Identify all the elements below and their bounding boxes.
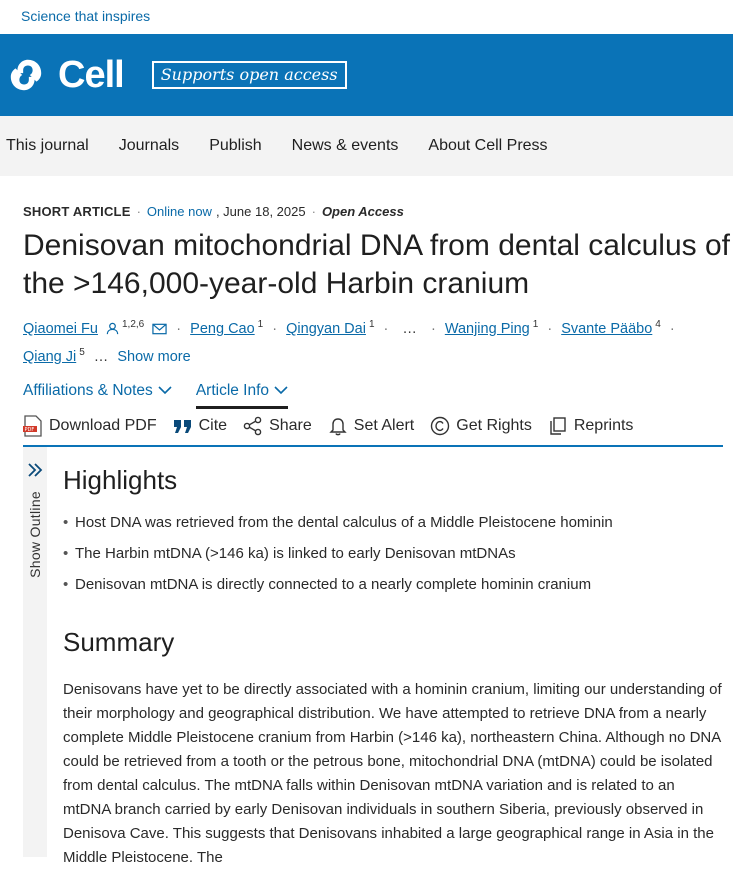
author-list bbox=[23, 313, 723, 369]
cite-button[interactable] bbox=[173, 417, 227, 435]
show-outline-label: Show Outline bbox=[27, 490, 43, 578]
article-header bbox=[0, 204, 733, 447]
show-more-authors-link[interactable]: Show more bbox=[117, 348, 191, 365]
nav-news-events[interactable]: News & events bbox=[291, 137, 399, 154]
author-separator: · bbox=[430, 320, 436, 337]
cell-logo[interactable] bbox=[7, 56, 124, 94]
set-alert-label: Set Alert bbox=[353, 416, 415, 434]
author-ellipsis: … bbox=[93, 348, 109, 365]
author-link[interactable]: Qingyan Dai bbox=[286, 320, 366, 337]
author-separator: · bbox=[383, 320, 389, 337]
show-outline-toggle[interactable] bbox=[23, 447, 47, 857]
reprints-button[interactable] bbox=[548, 416, 634, 436]
quote-icon bbox=[173, 418, 193, 434]
open-access-label: Open Access bbox=[321, 204, 404, 219]
author-link[interactable]: Svante Pääbo bbox=[561, 320, 653, 337]
article-toolbar bbox=[23, 415, 723, 447]
author-ellipsis: … bbox=[402, 320, 417, 337]
tab-article-info[interactable] bbox=[196, 377, 288, 405]
highlights-list bbox=[63, 514, 727, 593]
topbar bbox=[0, 0, 733, 34]
download-pdf-label: Download PDF bbox=[49, 416, 157, 434]
get-rights-button[interactable] bbox=[430, 416, 532, 436]
open-access-badge[interactable]: Supports open access bbox=[152, 61, 347, 90]
author-affiliation: 5 bbox=[79, 346, 85, 358]
nav-publish[interactable]: Publish bbox=[209, 137, 262, 154]
nav-journals[interactable]: Journals bbox=[118, 137, 180, 154]
cite-label: Cite bbox=[198, 416, 228, 434]
author-separator: · bbox=[669, 320, 675, 337]
tagline-link[interactable]: Science that inspires bbox=[21, 8, 151, 24]
chevron-down-icon bbox=[158, 386, 172, 395]
author-separator: · bbox=[547, 320, 553, 337]
highlight-item: • Denisovan mtDNA is directly connected to a nearly complete hominin cranium bbox=[63, 576, 727, 593]
highlights-heading: Highlights bbox=[63, 464, 178, 495]
author-affiliation: 4 bbox=[655, 319, 661, 330]
tab-label: Affiliations & Notes bbox=[23, 381, 153, 399]
author-link[interactable]: Wanjing Ping bbox=[444, 320, 530, 337]
pdf-icon bbox=[23, 415, 43, 437]
share-button[interactable] bbox=[243, 416, 312, 436]
author-affiliation: 1 bbox=[368, 319, 375, 330]
copyright-icon bbox=[430, 416, 450, 436]
article-meta bbox=[23, 204, 723, 219]
nav-this-journal[interactable]: This journal bbox=[6, 137, 89, 154]
online-now-link[interactable]: Online now bbox=[146, 204, 212, 219]
set-alert-button[interactable] bbox=[328, 416, 414, 436]
publication-date: , June 18, 2025 bbox=[215, 204, 306, 219]
highlight-item: • Host DNA was retrieved from the dental calculus of a Middle Pleistocene hominin bbox=[63, 514, 727, 531]
author-affiliation: 1 bbox=[257, 319, 264, 330]
main-nav bbox=[0, 116, 733, 176]
author-separator: · bbox=[176, 320, 182, 337]
article-title: Denisovan mitochondrial DNA from dental calculus of the >146,000-year-old Harbin cranium bbox=[23, 229, 731, 300]
author-affiliation: 1,2,6 bbox=[121, 319, 145, 330]
double-chevron-right-icon bbox=[27, 463, 43, 477]
article-content bbox=[47, 447, 727, 870]
author-separator: · bbox=[272, 320, 278, 337]
share-label: Share bbox=[269, 416, 312, 434]
nav-about-cell-press[interactable]: About Cell Press bbox=[428, 137, 548, 154]
svg-text:PDF: PDF bbox=[24, 426, 35, 433]
get-rights-label: Get Rights bbox=[456, 416, 532, 434]
article-body bbox=[0, 447, 733, 870]
summary-heading: Summary bbox=[63, 626, 175, 657]
author-link[interactable]: Qiang Ji bbox=[23, 348, 77, 365]
reprints-icon bbox=[548, 416, 568, 436]
journal-header bbox=[0, 34, 733, 116]
tab-label: Article Info bbox=[195, 381, 270, 399]
chevron-down-icon bbox=[274, 386, 288, 395]
meta-separator: · bbox=[136, 204, 141, 219]
article-type: SHORT ARTICLE bbox=[23, 204, 131, 219]
tab-affiliations-notes[interactable] bbox=[23, 377, 172, 405]
person-icon bbox=[106, 322, 119, 335]
cell-logo-text: Cell bbox=[58, 54, 124, 96]
author-affiliation: 1 bbox=[532, 319, 539, 330]
summary-text: Denisovans have yet to be directly associated with a hominin cranium, limiting our understanding of their morphology and geographical distribution. We have attempted to retrieve DNA from a nearly complete Middle Pleistocene cranium from Harbin (>146 ka), northeastern China. Although no DNA could be retrieved from a tooth or the petrous bone, mitochondrial DNA (mtDNA) could be isolated from dental calculus. The mtDNA falls within Denisovan mtDNA variation and is related to an mtDNA branch carried by early Denisovan individuals in southern Siberia, previously observed in Denisova Cave. This suggests that Denisovans inhabited a large geographical range in Asia in the Middle Pleistocene. The bbox=[63, 680, 722, 866]
download-pdf-button[interactable] bbox=[23, 415, 157, 437]
article-tabs bbox=[23, 377, 723, 405]
reprints-label: Reprints bbox=[573, 416, 634, 434]
highlight-item: • The Harbin mtDNA (>146 ka) is linked to early Denisovan mtDNAs bbox=[63, 545, 727, 562]
share-icon bbox=[243, 416, 263, 436]
cell-logo-icon bbox=[7, 56, 45, 94]
email-icon[interactable] bbox=[152, 323, 167, 335]
bell-icon bbox=[328, 416, 348, 436]
author-link[interactable]: Peng Cao bbox=[190, 320, 255, 337]
meta-separator: · bbox=[311, 204, 316, 219]
author-link[interactable]: Qiaomei Fu bbox=[23, 320, 98, 337]
